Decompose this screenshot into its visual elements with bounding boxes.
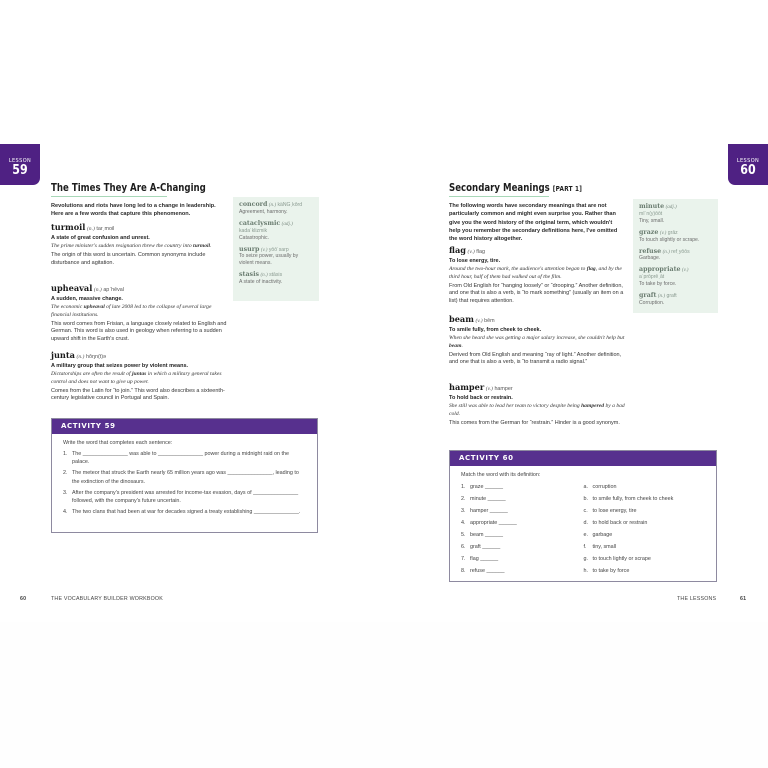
matching-definition: f. tiny, small [583,544,617,550]
running-title-left: THE VOCABULARY BUILDER WORKBOOK [51,596,163,602]
matching-word[interactable]: 6. graft ______ [461,544,501,550]
entry-note: From Old English for “hanging loosely” or “drooping.” Another definition, and one that is also a verb, is “to mark something” (usually an item on a list) that requires attention. [449,282,624,304]
entry-example: The economic upheaval of late 2008 led to the collapse of several large financial institutions. [51,304,212,318]
entry-word: turmoil [51,222,86,232]
entry-word: flag [449,245,466,255]
activity-instruction: Match the word with its definition: [461,472,541,478]
matching-definition: c. to lose energy, tire [583,508,637,514]
sidebox-word-stasis: stasis (n.) stāsis A state of inactivity. [239,271,283,286]
page-number-left: 60 [20,596,27,602]
entry-pronunciation: apˈhēval [103,287,124,293]
title-underline [51,196,167,197]
lesson-intro: Revolutions and riots have long led to a change in leadership. Here are a few words that capture this phenomenon. [51,203,216,218]
title-underline [449,196,549,197]
entry-pos: (v.) [467,249,475,255]
entry-pronunciation: flag [476,249,485,255]
entry-note: This word comes from Frisian, a language closely related to English and German. This word is also used in geology when referring to a sudden upward shift in the Earth's crust. [51,320,227,342]
activity-heading: ACTIVITY 60 [450,451,716,466]
entry-note: This comes from the German for “restrain.” Hinder is a good synonym. [449,419,620,426]
entry-word: upheaval [51,283,93,293]
background-below-spread [0,622,768,768]
lesson-badge-number: 60 [740,163,756,178]
entry-definition: To smile fully, from cheek to cheek. [449,326,542,333]
entry-word: junta [51,350,75,360]
matching-definition: g. to touch lightly or scrape [583,556,651,562]
activity-60-box [449,450,717,582]
vocab-entry-upheaval [51,285,227,344]
lesson-title-part: [PART 1] [552,185,583,193]
entry-example: When she heard she was getting a major salary increase, she couldn't help but beam. [449,335,625,349]
entry-pronunciation: hamper [494,386,513,392]
lesson-badge-label: LESSON [736,158,760,164]
matching-definition: e. garbage [583,532,613,538]
activity-59-box [51,418,318,533]
matching-definition: b. to smile fully, from cheek to cheek [583,496,674,502]
vocab-entry-flag [449,247,625,306]
sidebox-word-usurp: usurp (v.) yōōˈsarp To seize power, usually by violent means. [239,245,299,267]
matching-definitions-column [584,481,707,577]
entry-definition: To hold back or restrain. [449,394,513,401]
entry-note: Derived from Old English and meaning “ray of light.” Another definition, and one that is also a verb, is “to transmit a radio signal.” [449,351,622,366]
lesson-intro: The following words have secondary meanings that are not particularly common and might even surprise you. Rather than give you the word history of the original term, which wouldn't help you remember the secondary definitions here, I've omitted the word history altogether. [449,203,618,243]
activity-question[interactable]: 1. The _______________ was able to _______________ power during a midnight raid on the palace. [63,451,289,466]
lesson-badge-number: 59 [12,163,28,178]
matching-words-column [461,481,584,577]
entry-pos: (n.) [93,287,102,293]
entry-definition: A military group that seizes power by violent means. [51,362,189,369]
sidebox-word-graft: graft (n.) graft Corruption. [639,292,677,306]
matching-definition: d. to hold back or restrain [583,520,648,526]
entry-example: Dictatorships are often the result of juntas in which a military general takes control and does not want to give up power. [51,371,222,385]
vocab-entry-junta [51,352,227,403]
activity-question[interactable]: 3. After the company's president was arrested for income-tax evasion, days of _______________ followed, with the company's future uncertain. [63,489,299,505]
matching-word[interactable]: 8. refuse ______ [461,568,505,574]
lesson-badge-59 [0,144,40,185]
entry-pos: (n.) [86,226,95,232]
lesson-badge-60 [728,144,768,185]
related-words-sidebox [233,197,319,301]
running-title-right: THE LESSONS [677,596,717,602]
matching-word[interactable]: 1. graze ______ [461,484,503,490]
entry-example: The prime minister's sudden resignation threw the country into turmoil. [51,243,212,250]
sidebox-word-refuse: refuse (n.) refˌyōōs Garbage. [639,247,690,262]
activity-heading: ACTIVITY 59 [52,419,317,434]
related-words-sidebox [633,199,718,313]
entry-pronunciation: tarˌmoil [96,226,115,232]
entry-word: beam [449,314,474,324]
entry-definition: A state of great confusion and unrest. [51,234,150,241]
sidebox-word-graze: graze (v.) grāz To touch slightly or scrape. [639,228,700,243]
sidebox-word-cataclysmic: cataclysmic (adj.) kadaˈklizmik Catastrophic. [239,219,293,241]
entry-example: Around the two-hour mark, the audience's attention began to flag, and by the third hour, half of them had walked out of the film. [449,266,622,280]
entry-note: Comes from the Latin for “to join.” This word also describes a sixteenth-century legislative council in Portugal and Spain. [51,387,225,402]
matching-word[interactable]: 7. flag ______ [461,556,499,562]
entry-definition: A sudden, massive change. [51,295,123,302]
vocab-entry-turmoil [51,224,227,267]
lesson-badge-label: LESSON [8,158,32,164]
sidebox-word-concord: concord (n.) käNGˌkôrd Agreement, harmony. [239,201,303,215]
entry-pronunciation: hŏŋn(t)ə [85,354,107,360]
vocab-entry-hamper [449,384,625,427]
entry-pos: (v.) [485,386,493,392]
lesson-title: The Times They Are A-Changing [51,182,206,194]
matching-word[interactable]: 3. hamper ______ [461,508,508,514]
matching-word[interactable]: 5. beam ______ [461,532,503,538]
entry-definition: To lose energy, tire. [449,257,501,264]
activity-instruction: Write the word that completes each sentence: [63,440,173,446]
activity-question-list [63,450,307,516]
entry-word: hamper [449,382,485,392]
entry-pos: (v.) [475,318,483,324]
page-number-right: 61 [740,596,747,602]
entry-pronunciation: bēm [484,318,495,324]
activity-question[interactable]: 2. The meteor that struck the Earth nearly 65 million years ago was _______________, leading to the extinction of the dinosaurs. [63,470,299,485]
activity-question[interactable]: 4. The two clans that had been at war for decades signed a treaty establishing _______________. [63,509,301,516]
sidebox-word-minute: minute (adj.) mīˈn(y)ōōt Tiny, small. [639,203,677,224]
entry-pos: (n.) [76,354,85,360]
matching-definition: a. corruption [583,484,617,490]
entry-note: The origin of this word is uncertain. Common synonyms include disturbance and agitation. [51,251,206,266]
lesson-title: Secondary Meanings [PART 1] [449,182,583,194]
vocab-entry-beam [449,316,625,367]
entry-example: She still was able to lead her team to victory despite being hampered by a bad cold. [449,403,625,417]
matching-columns [461,481,706,577]
matching-word[interactable]: 2. minute ______ [461,496,506,502]
matching-definition: h. to take by force [583,568,630,574]
sidebox-word-appropriate: appropriate (v.) aˈprōprēˌāt To take by force. [639,266,689,288]
matching-word[interactable]: 4. appropriate ______ [461,520,517,526]
